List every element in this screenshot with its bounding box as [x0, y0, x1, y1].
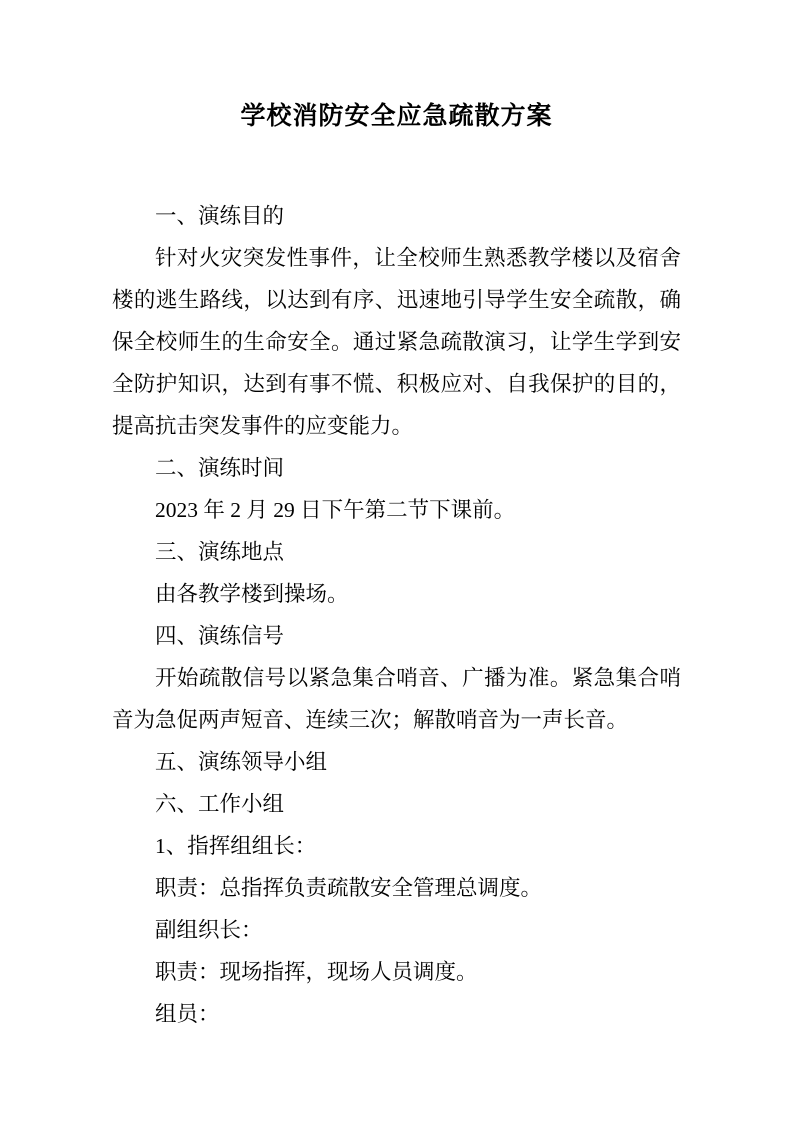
paragraph: 2023 年 2 月 29 日下午第二节下课前。: [155, 498, 516, 522]
paragraph: 组员：: [155, 1002, 220, 1026]
paragraph: 二、演练时间: [155, 456, 285, 480]
document-body: [112, 195, 681, 1035]
paragraph: 四、演练信号: [155, 624, 285, 648]
paragraph: 一、演练目的: [155, 204, 285, 228]
paragraph: 针对火灾突发性事件，让全校师生熟悉教学楼以及宿舍楼的逃生路线，以达到有序、迅速地引导学生安全疏散，确保全校师生的生命安全。通过紧急疏散演习，让学生学到安全防护知识，达到有事不慌、积极应对、自我保护的目的，提高抗击突发事件的应变能力。: [112, 246, 681, 438]
paragraph: 职责：现场指挥，现场人员调度。: [155, 960, 478, 984]
paragraph: 六、工作小组: [155, 792, 285, 816]
paragraph: 职责：总指挥负责疏散安全管理总调度。: [155, 876, 543, 900]
paragraph: 三、演练地点: [155, 540, 285, 564]
paragraph: 1、指挥组组长：: [155, 834, 317, 858]
paragraph: 五、演练领导小组: [155, 750, 328, 774]
paragraph: 副组织长：: [155, 918, 263, 942]
paragraph: 由各教学楼到操场。: [155, 582, 349, 606]
paragraph: 开始疏散信号以紧急集合哨音、广播为准。紧急集合哨音为急促两声短音、连续三次；解散哨音为一声长音。: [112, 666, 681, 732]
document-title: 学校消防安全应急疏散方案: [240, 103, 553, 130]
